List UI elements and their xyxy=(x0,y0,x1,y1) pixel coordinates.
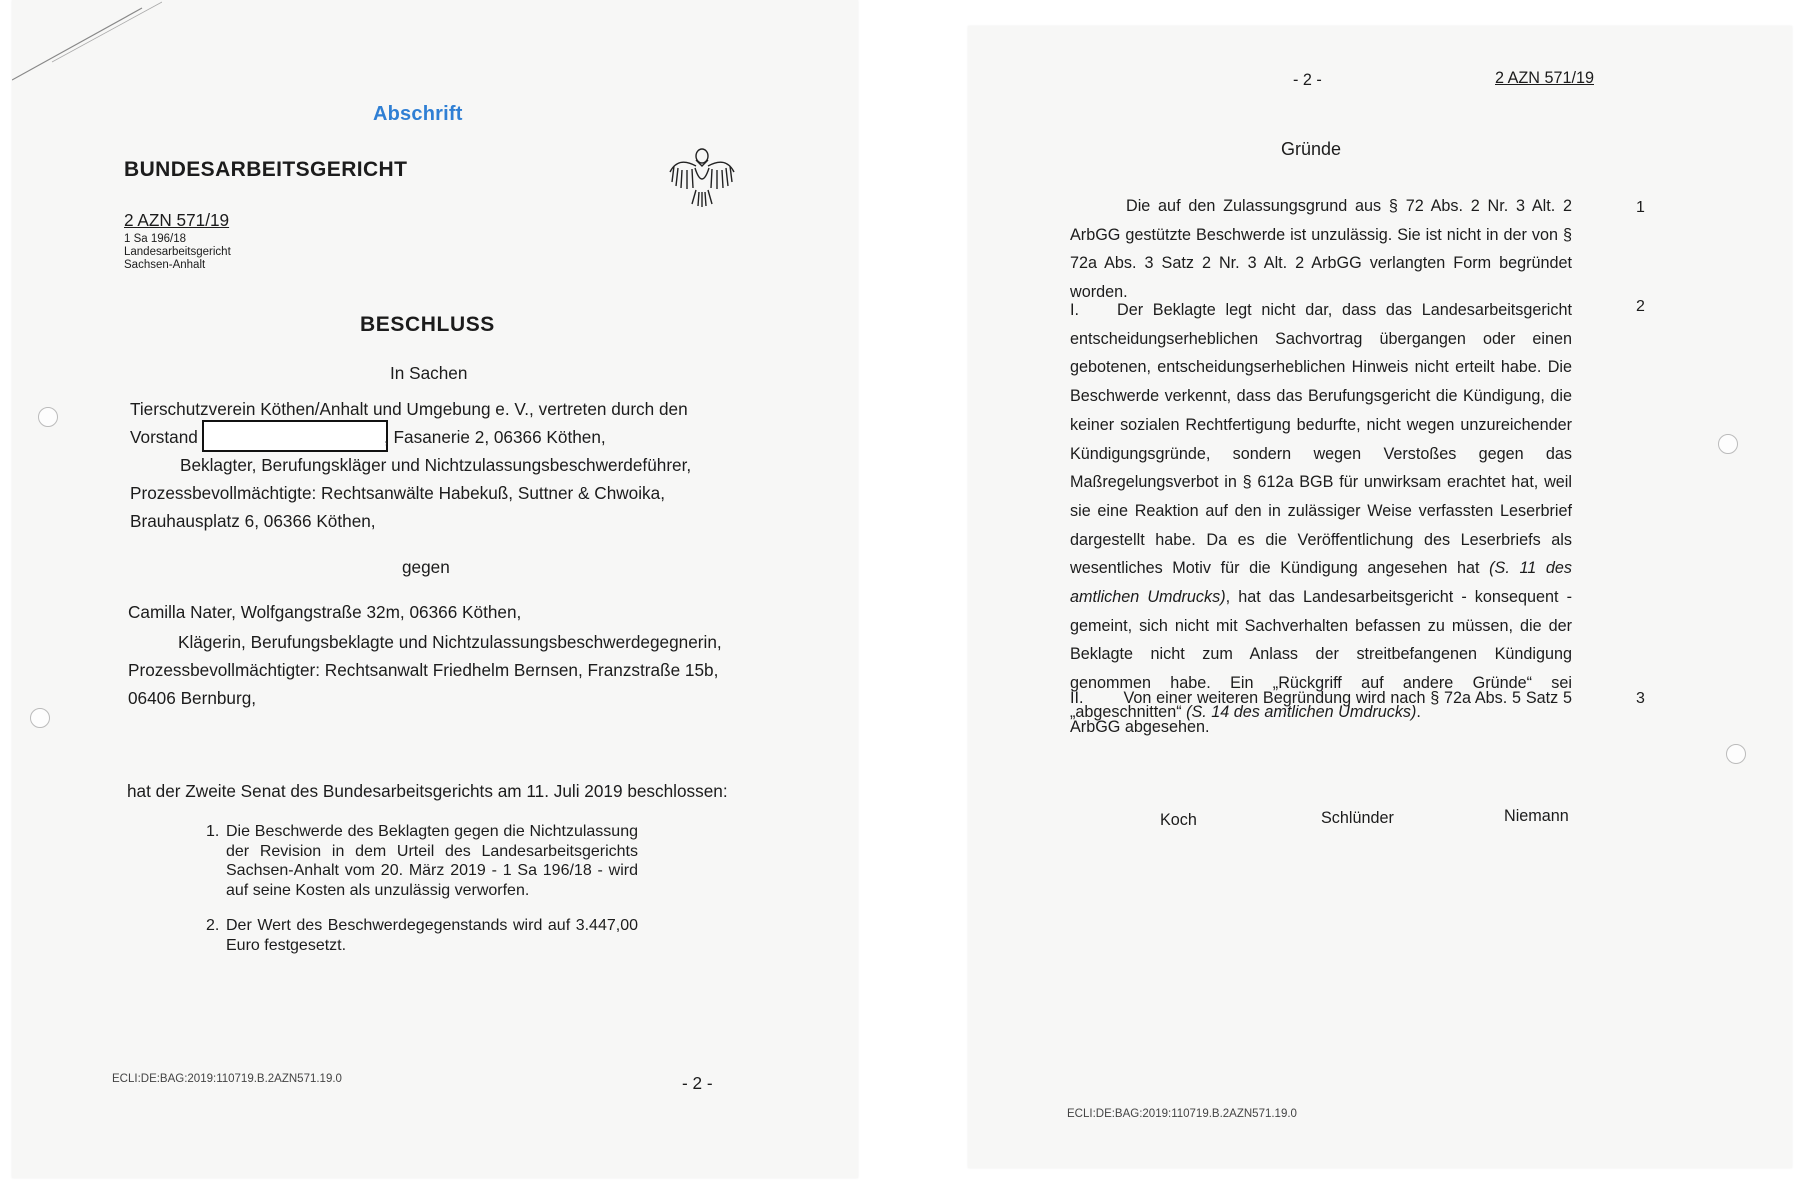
decision-page-1 xyxy=(12,0,858,1178)
citation: (S. 14 des amtlichen Umdrucks) xyxy=(1186,702,1417,721)
decision-number: 1. xyxy=(206,823,220,840)
defendant-board-label: Vorstand xyxy=(130,427,198,447)
document-title: BESCHLUSS xyxy=(360,313,495,336)
decision-text: Der Wert des Beschwerdegegenstands wird auf 3.447,00 Euro festgesetzt. xyxy=(226,917,638,954)
reason-paragraph-2 xyxy=(1070,296,1572,727)
defendant-role: Beklagter, Berufungskläger und Nichtzulassungsbeschwerdeführer, xyxy=(180,455,692,475)
defendant-counsel: Prozessbevollmächtigte: Rechtsanwälte Habekuß, Suttner & Chwoika, xyxy=(130,483,665,503)
judge-signature: Schlünder xyxy=(1321,809,1394,827)
margin-number: 3 xyxy=(1636,690,1645,707)
page-number: - 2 - xyxy=(1293,71,1322,89)
decision-item xyxy=(206,822,638,900)
redaction-box xyxy=(202,420,388,452)
judge-signature: Koch xyxy=(1160,811,1197,829)
decision-intro: hat der Zweite Senat des Bundesarbeitsgerichts am 11. Juli 2019 beschlossen: xyxy=(127,781,728,801)
citation: (S. 11 des amtlichen Umdrucks) xyxy=(1070,559,1572,607)
ecli-identifier: ECLI:DE:BAG:2019:110719.B.2AZN571.19.0 xyxy=(112,1073,342,1085)
ecli-identifier: ECLI:DE:BAG:2019:110719.B.2AZN571.19.0 xyxy=(1067,1108,1297,1120)
in-sachen: In Sachen xyxy=(390,363,468,383)
margin-number: 1 xyxy=(1636,199,1645,216)
plaintiff-counsel: Prozessbevollmächtigter: Rechtsanwalt Friedhelm Bernsen, Franzstraße 15b, xyxy=(128,660,719,680)
decision-item xyxy=(206,916,638,955)
reasons-title: Gründe xyxy=(1281,139,1342,159)
paper-fold-line xyxy=(12,0,162,90)
section-label: I. xyxy=(1070,301,1079,319)
punch-hole xyxy=(1718,434,1738,454)
decision-list xyxy=(206,822,638,955)
decision-text: Die Beschwerde des Beklagten gegen die Nichtzulassung der Revision in dem Urteil des Landesarbeitsgerichts Sachsen-Anhalt vom 20. März 2019 - 1 Sa 196/18 - wird auf seine Kosten als unzulässig verworfen. xyxy=(226,823,638,899)
reason-text: Der Beklagte legt nicht dar, dass das Landesarbeitsgericht entscheidungserheblichen Sachvortrag übergangen oder einen gebotenen, entscheidungserheblichen Hinweis nicht erteilt habe. Die Beschwerde verkennt, dass das Berufungsgericht die Kündigung, die keiner sozialen Rechtfertigung bedurfte, nicht wegen unzureichender Kündigungsgründe, sondern wegen Verstoßes gegen das Maßregelungsverbot in § 612a BGB für unwirksam erachtet hat, weil sie eine Reaktion auf den in zulässiger Weise verfassten Leserbrief dargestellt habe. Da es die Veröffentlichung des Leserbriefs als wesentliches Motiv für die Kündigung angesehen hat xyxy=(1070,301,1572,578)
margin-number: 2 xyxy=(1636,298,1645,315)
plaintiff-counsel-address: 06406 Bernburg, xyxy=(128,688,257,708)
reason-text: , hat das Landesarbeitsgericht - konsequent - gemeint, sich nicht mit Sachverhalten befassen zu müssen, die der Beklagte nicht zum Anlass der streitbefangenen Kündigung genommen habe. Ein „Rückgriff auf andere Gründe“ sei „abgeschnitten“ xyxy=(1070,588,1572,721)
punch-hole xyxy=(38,407,58,427)
lower-court-name: Landesarbeitsgericht xyxy=(124,246,231,258)
plaintiff-line-1: Camilla Nater, Wolfgangstraße 32m, 06366 Köthen, xyxy=(128,602,522,622)
decision-page-2 xyxy=(968,26,1792,1168)
reason-text: Von einer weiteren Begründung wird nach § 72a Abs. 5 Satz 5 ArbGG abgesehen. xyxy=(1070,689,1572,736)
punch-hole xyxy=(30,708,50,728)
decision-number: 2. xyxy=(206,917,220,934)
versus: gegen xyxy=(402,557,450,577)
lower-court-case: 1 Sa 196/18 xyxy=(124,233,187,245)
case-number: 2 AZN 571/19 xyxy=(1495,69,1594,87)
case-number: 2 AZN 571/19 xyxy=(124,210,230,230)
section-label: II. xyxy=(1070,689,1084,707)
judge-signature: Niemann xyxy=(1504,807,1569,825)
court-name: BUNDESARBEITSGERICHT xyxy=(124,158,408,181)
copy-stamp: Abschrift xyxy=(373,103,463,125)
reason-paragraph-3 xyxy=(1070,684,1572,741)
plaintiff-role: Klägerin, Berufungsbeklagte und Nichtzulassungsbeschwerdegegnerin, xyxy=(178,632,722,652)
defendant-address: , Fasanerie 2, 06366 Köthen, xyxy=(384,427,606,447)
federal-eagle-icon xyxy=(668,142,736,208)
reason-text: . xyxy=(1416,702,1421,721)
defendant-counsel-address: Brauhausplatz 6, 06366 Köthen, xyxy=(130,511,376,531)
reason-paragraph-1: Die auf den Zulassungsgrund aus § 72 Abs. 2 Nr. 3 Alt. 2 ArbGG gestützte Beschwerde ist unzulässig. Sie ist nicht in der von § 72a Abs. 3 Satz 2 Nr. 3 Alt. 2 ArbGG verlangten Form begründet worden. xyxy=(1070,197,1572,302)
lower-court-state: Sachsen-Anhalt xyxy=(124,259,206,271)
defendant-line-1: Tierschutzverein Köthen/Anhalt und Umgebung e. V., vertreten durch den xyxy=(130,399,688,419)
next-page-indicator: - 2 - xyxy=(682,1073,713,1093)
punch-hole xyxy=(1726,744,1746,764)
